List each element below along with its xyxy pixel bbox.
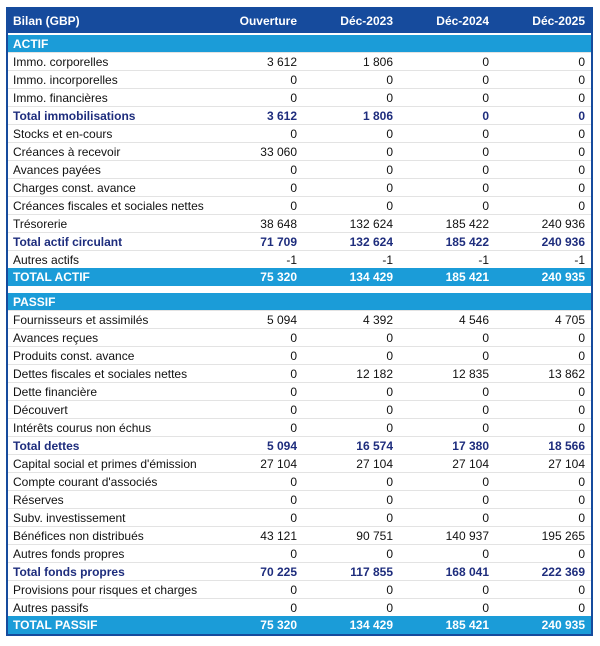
cell-value: 0 [290, 474, 297, 489]
table-row [8, 436, 591, 454]
cell-value: 185 422 [445, 216, 489, 231]
cell-value: 240 936 [541, 216, 585, 231]
cell-value: 0 [578, 162, 585, 177]
cell-value: 0 [578, 180, 585, 195]
cell-value: 0 [482, 198, 489, 213]
cell-value: 0 [482, 510, 489, 525]
row-label: Total fonds propres [13, 564, 125, 579]
cell-value: 117 855 [350, 564, 393, 579]
table-row [8, 472, 591, 490]
cell-value: 0 [386, 384, 393, 399]
cell-value: 0 [386, 420, 393, 435]
cell-value: 0 [482, 384, 489, 399]
cell-value: 0 [578, 492, 585, 507]
row-label: Créances à recevoir [13, 144, 121, 159]
cell-value: 0 [386, 510, 393, 525]
cell-value: 0 [482, 582, 489, 597]
row-label: Autres passifs [13, 600, 89, 615]
cell-value: 27 104 [548, 456, 585, 471]
table-row [8, 232, 591, 250]
balance-sheet-table [6, 7, 593, 636]
cell-value: 0 [482, 600, 489, 615]
cell-value: 0 [290, 90, 297, 105]
table-row [8, 454, 591, 472]
cell-value: 0 [290, 582, 297, 597]
cell-value: 75 320 [260, 270, 297, 284]
table-title: Bilan (GBP) [13, 14, 80, 28]
table-header-row [8, 9, 591, 33]
cell-value: 5 094 [266, 438, 297, 453]
row-label: Total dettes [13, 438, 80, 453]
cell-value: 0 [482, 162, 489, 177]
cell-value: 0 [290, 126, 297, 141]
cell-value: 18 566 [548, 438, 585, 453]
cell-value: 5 094 [266, 312, 297, 327]
table-body [8, 33, 591, 634]
cell-value: 134 429 [349, 618, 393, 632]
cell-value: 70 225 [260, 564, 297, 579]
cell-value: 0 [578, 108, 585, 123]
row-label: Charges const. avance [13, 180, 136, 195]
cell-value: 0 [386, 402, 393, 417]
cell-value: 75 320 [260, 618, 297, 632]
cell-value: 0 [482, 348, 489, 363]
cell-value: -1 [574, 252, 585, 267]
cell-value: 0 [482, 126, 489, 141]
cell-value: 0 [290, 510, 297, 525]
cell-value: 168 041 [445, 564, 489, 579]
cell-value: 0 [578, 330, 585, 345]
row-label: Capital social et primes d'émission [13, 456, 197, 471]
cell-value: 0 [386, 180, 393, 195]
table-row [8, 562, 591, 580]
cell-value: 240 936 [541, 234, 585, 249]
cell-value: -1 [286, 252, 297, 267]
row-label: Fournisseurs et assimilés [13, 312, 149, 327]
row-label: ACTIF [13, 36, 49, 51]
cell-value: 0 [386, 90, 393, 105]
table-row [8, 400, 591, 418]
cell-value: 0 [482, 330, 489, 345]
row-label: Immo. corporelles [13, 54, 109, 69]
cell-value: 0 [386, 144, 393, 159]
cell-value: 4 705 [554, 312, 585, 327]
cell-value: 0 [386, 126, 393, 141]
cell-value: 27 104 [452, 456, 489, 471]
cell-value: 195 265 [541, 528, 585, 543]
row-label: Trésorerie [13, 216, 68, 231]
column-header-dec-2023: Déc-2023 [340, 14, 393, 28]
cell-value: 17 380 [452, 438, 489, 453]
table-row [8, 310, 591, 328]
table-row [8, 52, 591, 70]
cell-value: 240 935 [541, 618, 585, 632]
cell-value: 0 [386, 162, 393, 177]
cell-value: 0 [578, 90, 585, 105]
table-row [8, 598, 591, 616]
cell-value: 0 [386, 546, 393, 561]
cell-value: 0 [386, 348, 393, 363]
cell-value: 0 [386, 330, 393, 345]
cell-value: 0 [290, 162, 297, 177]
cell-value: 0 [578, 600, 585, 615]
cell-value: 0 [578, 54, 585, 69]
cell-value: 132 624 [349, 216, 393, 231]
cell-value: 1 806 [362, 108, 393, 123]
cell-value: 0 [290, 384, 297, 399]
cell-value: 0 [290, 420, 297, 435]
table-row [8, 328, 591, 346]
cell-value: 0 [578, 384, 585, 399]
cell-value: 0 [482, 72, 489, 87]
table-row [8, 70, 591, 88]
row-label: Autres actifs [13, 252, 80, 267]
cell-value: 0 [386, 492, 393, 507]
row-label: Subv. investissement [13, 510, 126, 525]
cell-value: 132 624 [349, 234, 393, 249]
cell-value: 27 104 [356, 456, 393, 471]
cell-value: 0 [482, 90, 489, 105]
table-row [8, 106, 591, 124]
cell-value: 0 [386, 582, 393, 597]
table-row [8, 526, 591, 544]
cell-value: 0 [482, 54, 489, 69]
cell-value: 0 [578, 582, 585, 597]
row-label: Réserves [13, 492, 64, 507]
row-label: Avances payées [13, 162, 101, 177]
cell-value: 0 [290, 330, 297, 345]
row-label: PASSIF [13, 294, 56, 309]
cell-value: 38 648 [260, 216, 297, 231]
cell-value: 1 806 [362, 54, 393, 69]
cell-value: 0 [578, 420, 585, 435]
table-row [8, 490, 591, 508]
cell-value: 0 [482, 144, 489, 159]
cell-value: 0 [578, 474, 585, 489]
cell-value: 0 [578, 348, 585, 363]
cell-value: 12 835 [452, 366, 489, 381]
row-label: Compte courant d'associés [13, 474, 158, 489]
cell-value: 0 [578, 72, 585, 87]
cell-value: 0 [482, 420, 489, 435]
cell-value: 185 421 [445, 270, 489, 284]
row-label: Intérêts courus non échus [13, 420, 152, 435]
row-label: Produits const. avance [13, 348, 135, 363]
cell-value: 43 121 [260, 528, 297, 543]
table-row [8, 196, 591, 214]
cell-value: 0 [578, 198, 585, 213]
table-row [8, 418, 591, 436]
cell-value: -1 [478, 252, 489, 267]
cell-value: 0 [386, 600, 393, 615]
cell-value: 0 [290, 492, 297, 507]
cell-value: 0 [290, 72, 297, 87]
cell-value: 16 574 [356, 438, 393, 453]
table-row [8, 580, 591, 598]
column-header-dec-2024: Déc-2024 [436, 14, 489, 28]
cell-value: 140 937 [445, 528, 489, 543]
table-row [8, 124, 591, 142]
table-row [8, 364, 591, 382]
cell-value: 0 [578, 126, 585, 141]
cell-value: 0 [482, 492, 489, 507]
cell-value: 0 [578, 510, 585, 525]
section-gap [8, 286, 591, 293]
cell-value: 90 751 [356, 528, 393, 543]
cell-value: 0 [578, 546, 585, 561]
cell-value: 240 935 [541, 270, 585, 284]
cell-value: 3 612 [266, 108, 297, 123]
cell-value: 0 [482, 180, 489, 195]
cell-value: 185 422 [445, 234, 489, 249]
cell-value: 222 369 [541, 564, 585, 579]
cell-value: 0 [482, 474, 489, 489]
cell-value: 12 182 [356, 366, 393, 381]
table-row [8, 178, 591, 196]
cell-value: 0 [290, 600, 297, 615]
row-label: Dettes fiscales et sociales nettes [13, 366, 188, 381]
cell-value: 0 [386, 474, 393, 489]
row-label: TOTAL PASSIF [13, 618, 98, 632]
cell-value: 3 612 [266, 54, 297, 69]
cell-value: 13 862 [548, 366, 585, 381]
cell-value: 185 421 [445, 618, 489, 632]
table-row [8, 88, 591, 106]
table-row [8, 508, 591, 526]
table-row [8, 250, 591, 268]
cell-value: 0 [290, 348, 297, 363]
row-label: Dette financière [13, 384, 98, 399]
cell-value: 0 [482, 546, 489, 561]
table-row [8, 214, 591, 232]
cell-value: 0 [386, 72, 393, 87]
cell-value: 4 392 [362, 312, 393, 327]
cell-value: 0 [482, 402, 489, 417]
row-label: Découvert [13, 402, 68, 417]
cell-value: 0 [290, 366, 297, 381]
row-label: Autres fonds propres [13, 546, 125, 561]
cell-value: 0 [578, 144, 585, 159]
cell-value: 0 [578, 402, 585, 417]
cell-value: 27 104 [260, 456, 297, 471]
row-label: TOTAL ACTIF [13, 270, 90, 284]
row-label: Provisions pour risques et charges [13, 582, 198, 597]
table-row [8, 142, 591, 160]
cell-value: 0 [290, 180, 297, 195]
cell-value: 0 [290, 546, 297, 561]
row-label: Avances reçues [13, 330, 99, 345]
row-label: Stocks et en-cours [13, 126, 113, 141]
column-header-dec-2025: Déc-2025 [532, 14, 585, 28]
cell-value: 0 [386, 198, 393, 213]
row-label: Créances fiscales et sociales nettes [13, 198, 204, 213]
cell-value: 71 709 [260, 234, 297, 249]
row-label: Immo. financières [13, 90, 108, 105]
column-header-ouverture: Ouverture [239, 14, 297, 28]
table-row [8, 160, 591, 178]
cell-value: 33 060 [260, 144, 297, 159]
row-label: Immo. incorporelles [13, 72, 118, 87]
table-row [8, 544, 591, 562]
row-label: Bénéfices non distribués [13, 528, 144, 543]
section-header-actif [8, 35, 591, 52]
table-row [8, 382, 591, 400]
table-row [8, 346, 591, 364]
cell-value: 0 [290, 402, 297, 417]
row-label: Total actif circulant [13, 234, 123, 249]
cell-value: 0 [482, 108, 489, 123]
cell-value: 4 546 [458, 312, 489, 327]
cell-value: -1 [382, 252, 393, 267]
row-label: Total immobilisations [13, 108, 136, 123]
cell-value: 0 [290, 198, 297, 213]
section-header-passif [8, 293, 591, 310]
total-row-actif [8, 268, 591, 286]
cell-value: 134 429 [349, 270, 393, 284]
total-row-passif [8, 616, 591, 634]
